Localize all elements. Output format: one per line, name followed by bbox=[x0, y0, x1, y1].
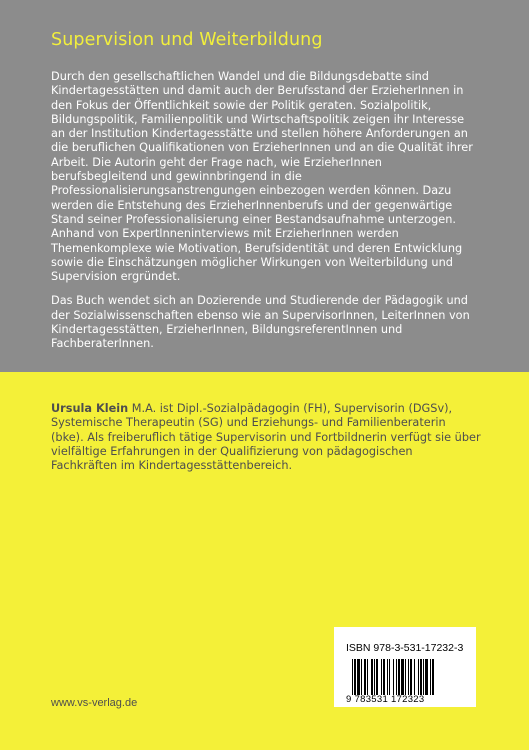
author-bio bbox=[51, 402, 481, 473]
book-blurb bbox=[51, 70, 481, 352]
book-title: Supervision und Weiterbildung bbox=[51, 30, 323, 50]
upper-gray-panel bbox=[0, 0, 529, 372]
blurb-paragraph-1: Durch den gesellschaftlichen Wandel und die Bildungsdebatte sind Kindertagesstätten und damit auch der Berufsstand der ErzieherInnen in den Fokus der Öffentlichkeit sowie der Politik geraten. Sozialpolitik, Bildungspolitik, Familienpolitik und Wirtschaftspolitik zeigen ihr Interesse an der Institution Kindertagesstätte und stellen höhere Anforderungen an die beruflichen Qualifikationen von ErzieherInnen und an die Qualität ihrer Arbeit. Die Autorin geht der Frage nach, wie ErzieherInnen berufsbegleitend und gewinnbringend in die Professionalisierungsanstrengungen einbezogen werden können. Dazu werden die Entstehung des ErzieherInnenberufs und der gegenwärtige Stand seiner Professionalisierung einer Bestandsaufnahme unterzogen. Anhand von ExpertInneninterviews mit ErzieherInnen werden Themenkomplexe wie Motivation, Berufsidentität und deren Entwicklung sowie die Einschätzungen möglicher Wirkungen von Weiterbildung und Supervision ergründet. bbox=[51, 70, 473, 284]
barcode-icon bbox=[352, 659, 470, 695]
publisher-website-link[interactable]: www.vs-verlag.de bbox=[51, 697, 138, 709]
author-description: M.A. ist Dipl.-Sozialpädagogin (FH), Supervisorin (DGSv), Systemische Therapeutin (SG) und Erziehungs- und Familienberaterin (bke). Als freiberuflich tätige Supervisorin und Fortbildnerin verfügt sie über vielfältige Erfahrungen in der Qualifizierung von pädagogischen Fachkräften im Kindertagesstättenbereich. bbox=[51, 402, 481, 473]
blurb-paragraph-2: Das Buch wendet sich an Dozierende und Studierende der Pädagogik und der Sozialwissenschaften ebenso wie an SupervisorInnen, LeiterInnen von Kindertagesstätten, ErzieherInnen, BildungsreferentInnen und FachberaterInnen. bbox=[51, 294, 470, 351]
author-name: Ursula Klein bbox=[51, 402, 129, 415]
barcode-digits: 9 783531 172323 bbox=[346, 694, 425, 705]
isbn-number: ISBN 978-3-531-17232-3 bbox=[346, 642, 464, 654]
